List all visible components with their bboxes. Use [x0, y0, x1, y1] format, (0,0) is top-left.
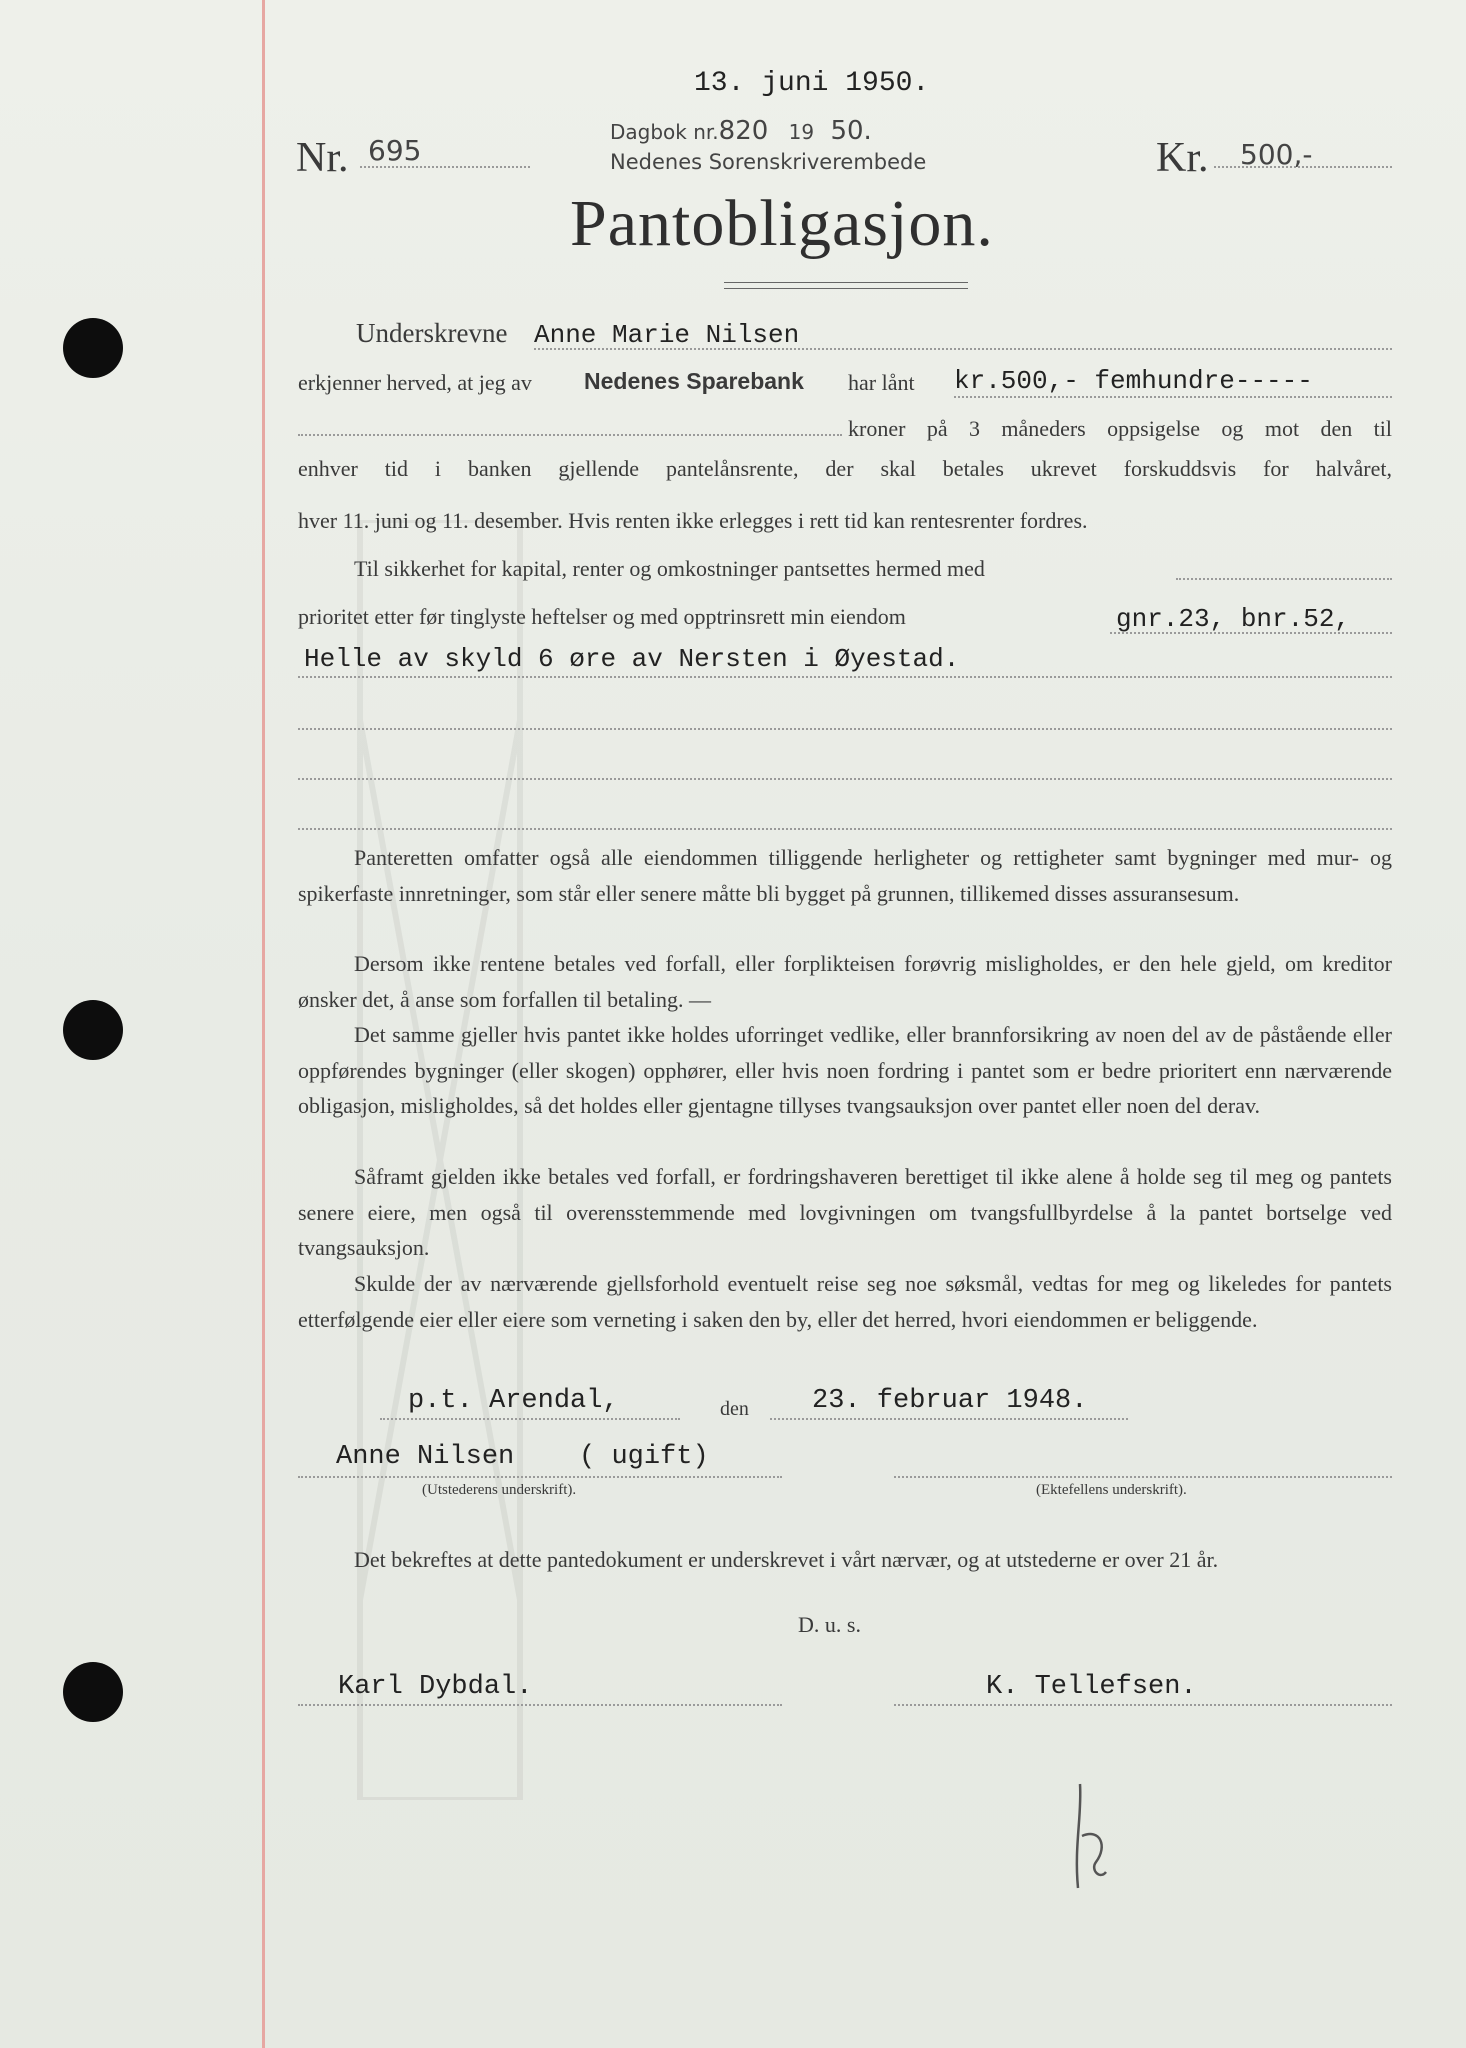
security-text-line1: Til sikkerhet for kapital, renter og omkostninger pantsettes hermed med [354, 556, 985, 581]
amount-dotted-line [954, 396, 1392, 398]
nr-value: 695 [368, 134, 422, 167]
witness-2-line [894, 1704, 1392, 1706]
rate-text-line2: hver 11. juni og 11. desember. Hvis renten ikke erlegges i rett tid kan rentesrenter fordres. [298, 508, 1088, 533]
paragraph-pledge-scope: Panteretten omfatter også alle eiendommen tilliggende herligheter og rettigheter samt bygninger med mur- og spikerfaste innretninger, som står eller senere måtte bli bygget på grunnen, tillikemed disses assuransesum. [298, 845, 1392, 906]
binder-hole-middle [63, 1000, 123, 1060]
paragraph-maintenance: Det samme gjeller hvis pantet ikke holdes uforringet vedlike, eller brannforsikring av noen del av de påstående eller oppførendes bygninger (eller skogen) opphører, eller hvis noen fordring i pantet som er bedre prioritert enn nærværende obligasjon, misligholdes, så det holdes eller gjentagne tillyses tvangsauksjon over pantet eller noen del derav. [298, 1022, 1392, 1118]
property-ref-dotted-line [1110, 632, 1392, 634]
binder-hole-bottom [63, 1662, 123, 1722]
nr-label: Nr. [296, 135, 349, 181]
dagbok-stamp [610, 116, 872, 146]
borrower-name: Anne Marie Nilsen [534, 320, 800, 350]
margin-rule [262, 0, 265, 2048]
bank-name: Nedenes Sparebank [584, 368, 804, 394]
stamp-date: 13. juni 1950. [694, 68, 930, 99]
witness-1-signature: Karl Dybdal. [338, 1672, 533, 1702]
issuer-signature-line [298, 1476, 782, 1478]
security-text-line2: prioritet etter før tinglyste heftelser og med opptrinsrett min eiendom [298, 604, 906, 629]
nr-dotted-line [360, 166, 530, 168]
property-dotted-line-3 [298, 778, 1392, 780]
dagbok-year: 50. [830, 116, 872, 146]
office-stamp: Nedenes Sorenskriverembede [610, 150, 927, 174]
property-description: Helle av skyld 6 øre av Nersten i Øyestad. [304, 644, 960, 674]
issuer-signature: Anne Nilsen ( ugift) [336, 1442, 709, 1472]
witness-1-line [298, 1704, 782, 1706]
name-dotted-line [534, 348, 1392, 350]
signing-place: p.t. Arendal, [408, 1386, 619, 1416]
undersigned-label: Underskrevne [356, 318, 508, 348]
kr-value: 500,- [1240, 138, 1313, 171]
dus-label: D. u. s. [798, 1612, 861, 1637]
security-dotted-line [1176, 578, 1392, 580]
handwritten-initials [1060, 1776, 1120, 1896]
dagbok-prefix: Dagbok nr. [610, 120, 719, 144]
property-dotted-line-2 [298, 728, 1392, 730]
dagbok-number: 820 [718, 116, 769, 146]
property-reference: gnr.23, bnr.52, [1116, 604, 1351, 634]
amount-words-dotted-line [298, 434, 842, 436]
den-label: den [720, 1398, 749, 1420]
rate-text-line1: enhver tid i banken gjellende pantelånsrente, der skal betales ukrevet forskuddsvis for halvåret, [298, 456, 1392, 481]
loan-amount: kr.500,- femhundre----- [954, 366, 1313, 396]
paragraph-foreclosure: Såframt gjelden ikke betales ved forfall, er fordringshaveren berettiget til ikke alene å holde seg til meg og pantets senere eiere, men også til overensstemmende med lovgivningen om tvangsfullbyrdelse å la pantet bortselge ved tvangsauksjon. [298, 1164, 1392, 1260]
date-dotted-line [770, 1418, 1128, 1420]
spouse-caption: (Ektefellens underskrift). [1036, 1482, 1187, 1498]
kr-label: Kr. [1156, 135, 1209, 181]
place-dotted-line [380, 1418, 680, 1420]
paragraph-venue: Skulde der av nærværende gjellsforhold eventuelt reise seg noe søksmål, vedtas for meg og likeledes for pantets etterfølgende eier eller eiere som verneting i saken den by, eller det herred, hvori eiendommen er beliggende. [298, 1271, 1392, 1332]
property-dotted-line-1 [298, 676, 1392, 678]
dagbok-year-prefix: 19 [788, 120, 815, 144]
property-dotted-line-4 [298, 828, 1392, 830]
acknowledge-text: erkjenner herved, at jeg av [298, 370, 532, 395]
paragraph-default: Dersom ikke rentene betales ved forfall, eller forplikteisen forøvrig misligholdes, er den hele gjeld, om kreditor ønsker det, å anse som forfallen til betaling. — [298, 951, 1392, 1012]
terms-text: kroner på 3 måneders oppsigelse og mot den til [848, 416, 1392, 441]
witness-statement: Det bekreftes at dette pantedokument er underskrevet i vårt nærvær, og at utstederne er over 21 år. [354, 1547, 1219, 1572]
title-underline-1 [724, 282, 968, 283]
witness-2-signature: K. Tellefsen. [986, 1672, 1197, 1702]
kr-dotted-line [1214, 166, 1392, 168]
document-title: Pantobligasjon. [570, 187, 994, 260]
binder-hole-top [63, 318, 123, 378]
title-underline-2 [724, 288, 968, 289]
spouse-signature-line [894, 1476, 1392, 1478]
signing-date: 23. februar 1948. [812, 1386, 1088, 1416]
borrowed-text: har lånt [848, 370, 915, 395]
issuer-caption: (Utstederens underskrift). [422, 1482, 577, 1498]
